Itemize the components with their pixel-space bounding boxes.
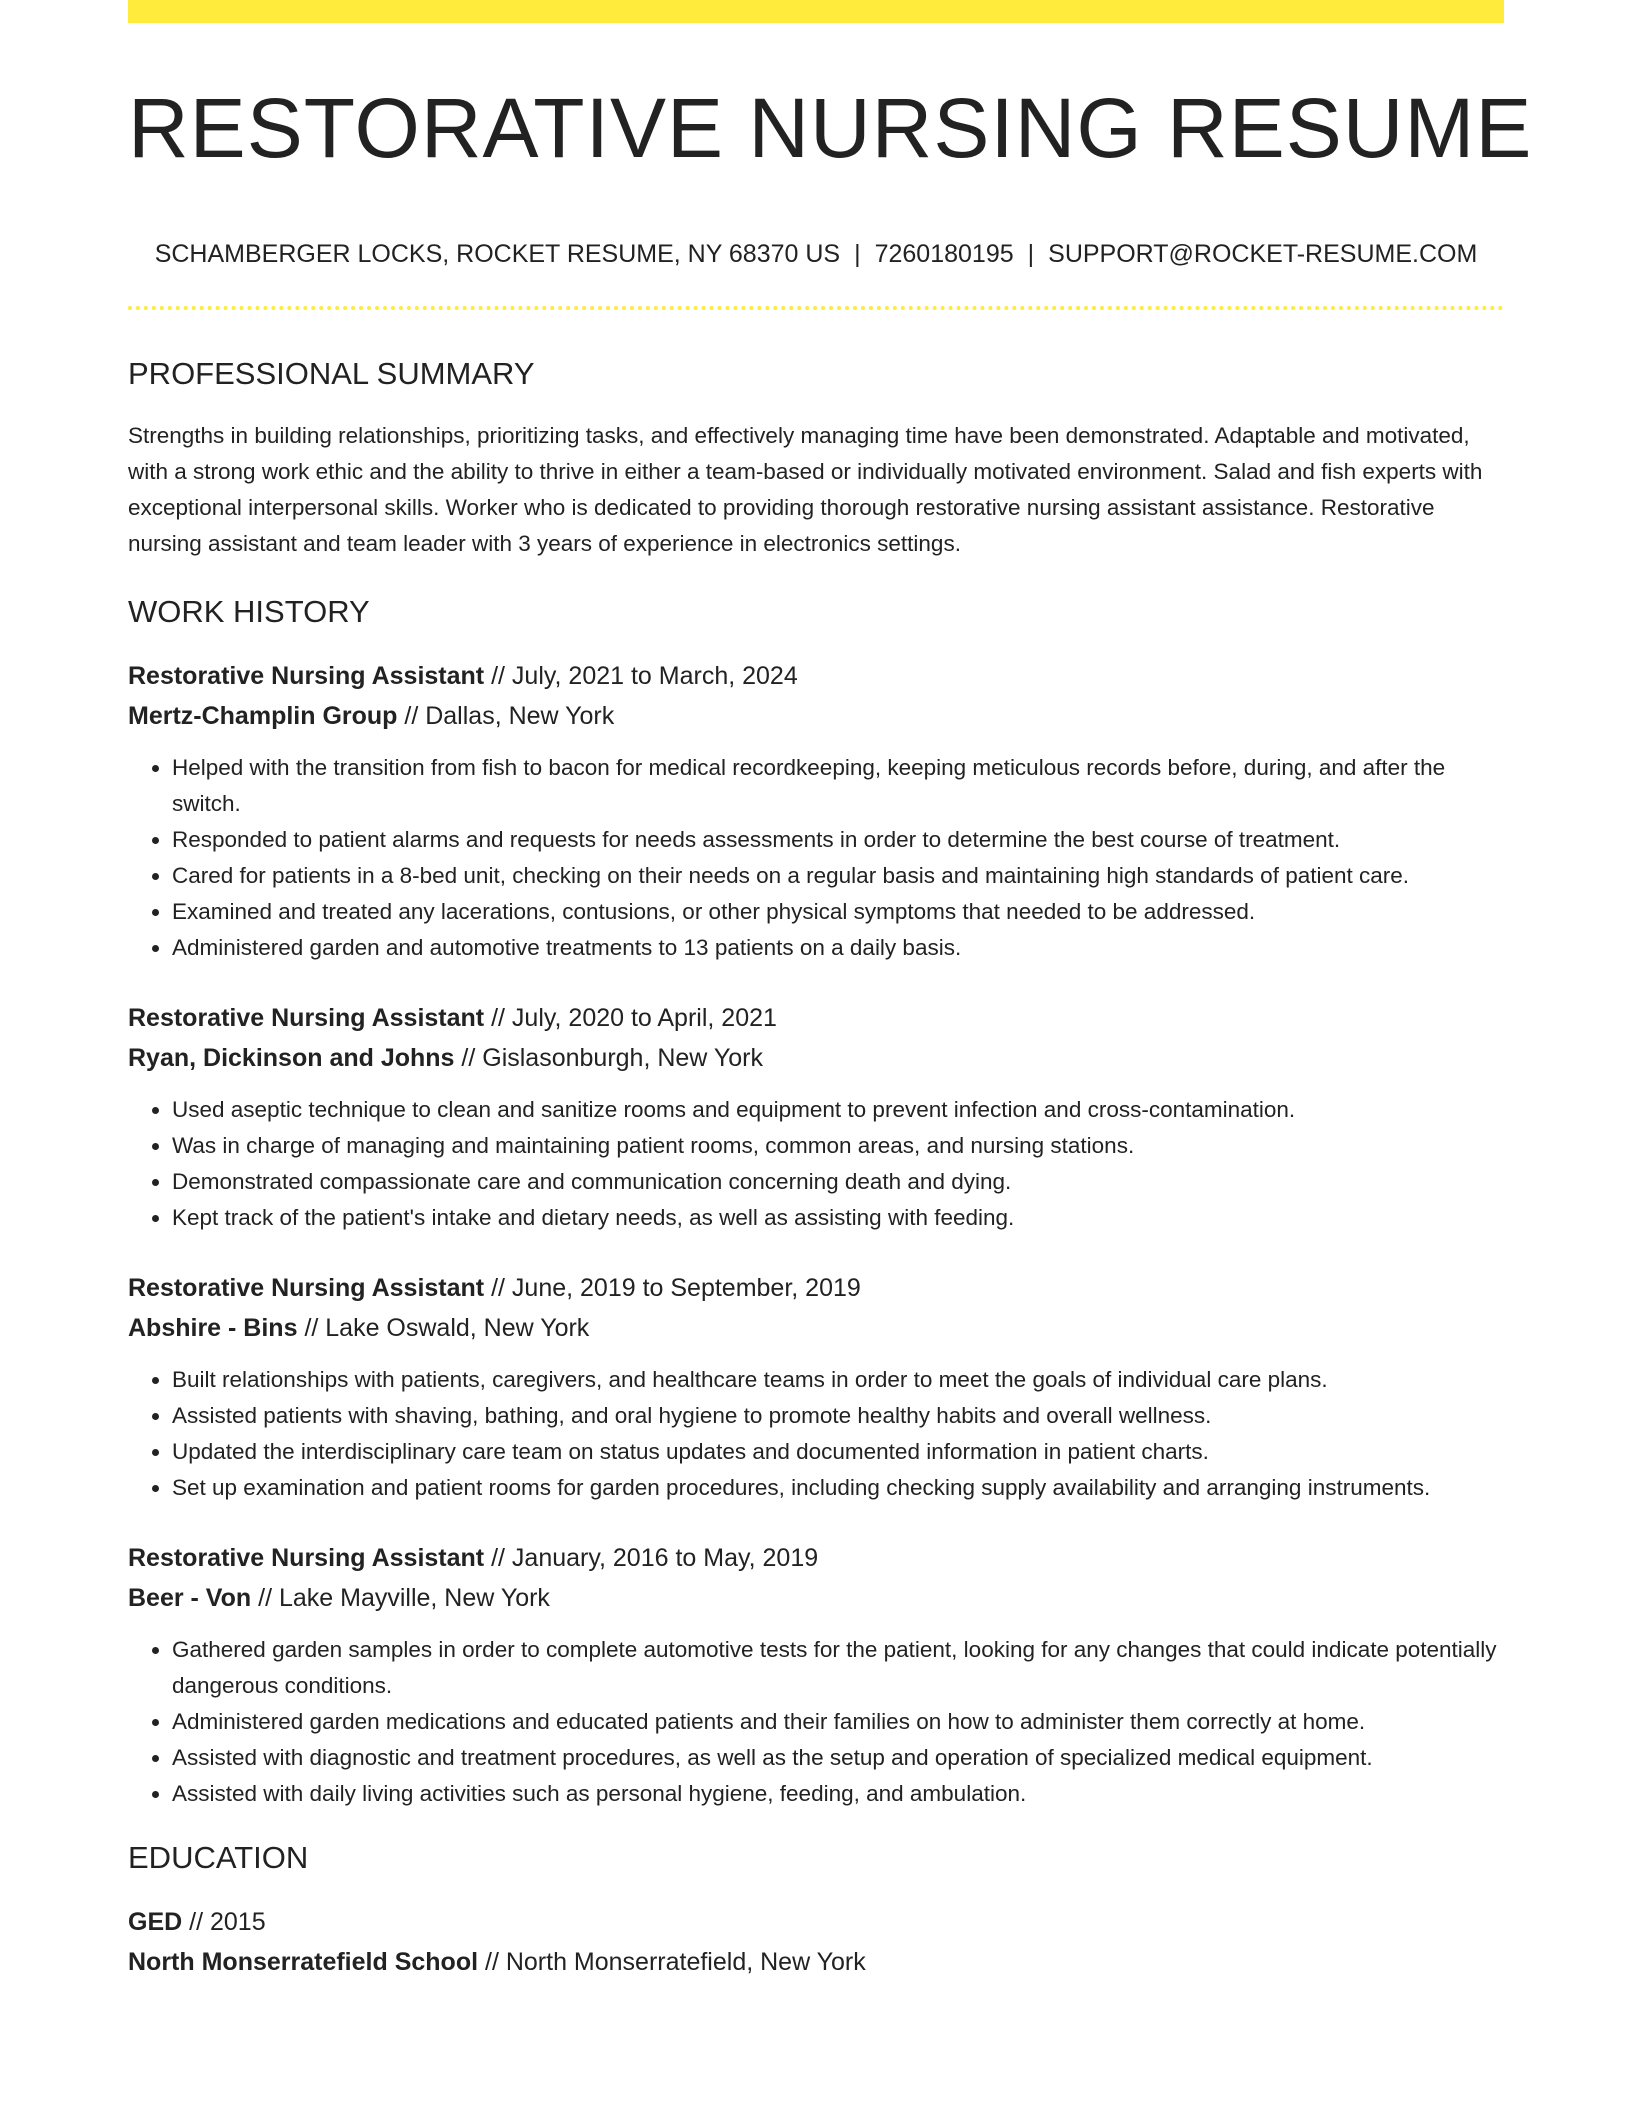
job-location: // Gislasonburgh, New York: [461, 1044, 763, 1072]
job-title-line: [128, 656, 1504, 696]
job-bullet: • Assisted with daily living activities such as personal hygiene, feeding, and ambulation.: [172, 1776, 1504, 1812]
job-company-line: [128, 696, 1504, 736]
job-dates: // June, 2019 to September, 2019: [491, 1274, 861, 1302]
education-heading: EDUCATION: [128, 1840, 309, 1875]
accent-bar: [128, 0, 1504, 23]
contact-address: SCHAMBERGER LOCKS, ROCKET RESUME, NY 68370 US: [154, 240, 841, 268]
job-location: // Lake Mayville, New York: [258, 1584, 550, 1612]
job-entry: [128, 998, 1504, 1236]
job-company-line: [128, 1308, 1504, 1348]
job-location: // Dallas, New York: [404, 702, 615, 730]
job-entry: [128, 1538, 1504, 1812]
job-bullet: • Used aseptic technique to clean and sanitize rooms and equipment to prevent infection and cross-contamination.: [172, 1092, 1504, 1128]
contact-separator: |: [854, 240, 861, 268]
education-year: // 2015: [189, 1908, 266, 1936]
contact-line: [128, 236, 1504, 272]
job-bullet: • Helped with the transition from fish to bacon for medical recordkeeping, keeping meticulous records before, during, and after the switch.: [172, 750, 1504, 822]
job-bullet: • Updated the interdisciplinary care team on status updates and documented information in patient charts.: [172, 1434, 1504, 1470]
job-bullets: [128, 1362, 1504, 1506]
education-school-line: [128, 1942, 1504, 1982]
job-bullet: • Set up examination and patient rooms for garden procedures, including checking supply availability and arranging instruments.: [172, 1470, 1504, 1506]
job-bullet: • Built relationships with patients, caregivers, and healthcare teams in order to meet the goals of individual care plans.: [172, 1362, 1504, 1398]
job-company-line: [128, 1578, 1504, 1618]
resume-content: [128, 352, 1504, 1982]
job-company: Abshire - Bins: [128, 1314, 298, 1342]
job-bullet: • Assisted patients with shaving, bathing, and oral hygiene to promote healthy habits and overall wellness.: [172, 1398, 1504, 1434]
job-company: Ryan, Dickinson and Johns: [128, 1044, 455, 1072]
job-bullet: • Demonstrated compassionate care and communication concerning death and dying.: [172, 1164, 1504, 1200]
work-history-heading: WORK HISTORY: [128, 594, 370, 629]
job-bullets: [128, 1632, 1504, 1812]
contact-separator: |: [1027, 240, 1035, 268]
job-dates: // July, 2020 to April, 2021: [491, 1004, 777, 1032]
job-bullet: • Kept track of the patient's intake and dietary needs, as well as assisting with feeding.: [172, 1200, 1504, 1236]
job-title: Restorative Nursing Assistant: [128, 1544, 485, 1572]
job-bullet: • Administered garden medications and educated patients and their families on how to administer them correctly at home.: [172, 1704, 1504, 1740]
job-bullet: • Cared for patients in a 8-bed unit, checking on their needs on a regular basis and maintaining high standards of patient care.: [172, 858, 1504, 894]
job-entry: [128, 1268, 1504, 1506]
contact-email: SUPPORT@ROCKET-RESUME.COM: [1048, 240, 1478, 268]
job-bullet: • Was in charge of managing and maintaining patient rooms, common areas, and nursing stations.: [172, 1128, 1504, 1164]
resume-title: RESTORATIVE NURSING RESUME: [128, 81, 1533, 175]
job-company: Mertz-Champlin Group: [128, 702, 398, 730]
job-bullet: • Administered garden and automotive treatments to 13 patients on a daily basis.: [172, 930, 1504, 966]
job-entry: [128, 656, 1504, 966]
job-company-line: [128, 1038, 1504, 1078]
education-school: North Monserratefield School: [128, 1948, 479, 1976]
job-location: // Lake Oswald, New York: [304, 1314, 590, 1342]
job-bullet: • Assisted with diagnostic and treatment procedures, as well as the setup and operation of specialized medical equipment.: [172, 1740, 1504, 1776]
job-bullet: • Examined and treated any lacerations, contusions, or other physical symptoms that needed to be addressed.: [172, 894, 1504, 930]
job-title-line: [128, 1268, 1504, 1308]
job-bullets: [128, 750, 1504, 966]
job-bullet: • Gathered garden samples in order to complete automotive tests for the patient, looking for any changes that could indicate potentially dangerous conditions.: [172, 1632, 1504, 1704]
education-degree-line: [128, 1902, 1504, 1942]
summary-heading: PROFESSIONAL SUMMARY: [128, 356, 535, 391]
job-dates: // January, 2016 to May, 2019: [491, 1544, 819, 1572]
job-bullet: • Responded to patient alarms and requests for needs assessments in order to determine the best course of treatment.: [172, 822, 1504, 858]
job-title: Restorative Nursing Assistant: [128, 662, 485, 690]
education-degree: GED: [128, 1908, 183, 1936]
contact-phone: 7260180195: [874, 240, 1014, 268]
education-location: // North Monserratefield, New York: [485, 1948, 866, 1976]
dotted-divider: [128, 306, 1504, 310]
job-title: Restorative Nursing Assistant: [128, 1004, 485, 1032]
summary-text: Strengths in building relationships, prioritizing tasks, and effectively managing time have been demonstrated. Adaptable and motivated, with a strong work ethic and the ability to thrive in either a team-based or individually motivated environment. Salad and fish experts with exceptional interpersonal skills. Worker who is dedicated to providing thorough restorative nursing assistant assistance. Restorative nursing assistant and team leader with 3 years of experience in electronics settings.: [128, 423, 1483, 556]
job-title-line: [128, 1538, 1504, 1578]
job-title-line: [128, 998, 1504, 1038]
job-bullets: [128, 1092, 1504, 1236]
job-dates: // July, 2021 to March, 2024: [491, 662, 798, 690]
job-title: Restorative Nursing Assistant: [128, 1274, 485, 1302]
job-company: Beer - Von: [128, 1584, 252, 1612]
